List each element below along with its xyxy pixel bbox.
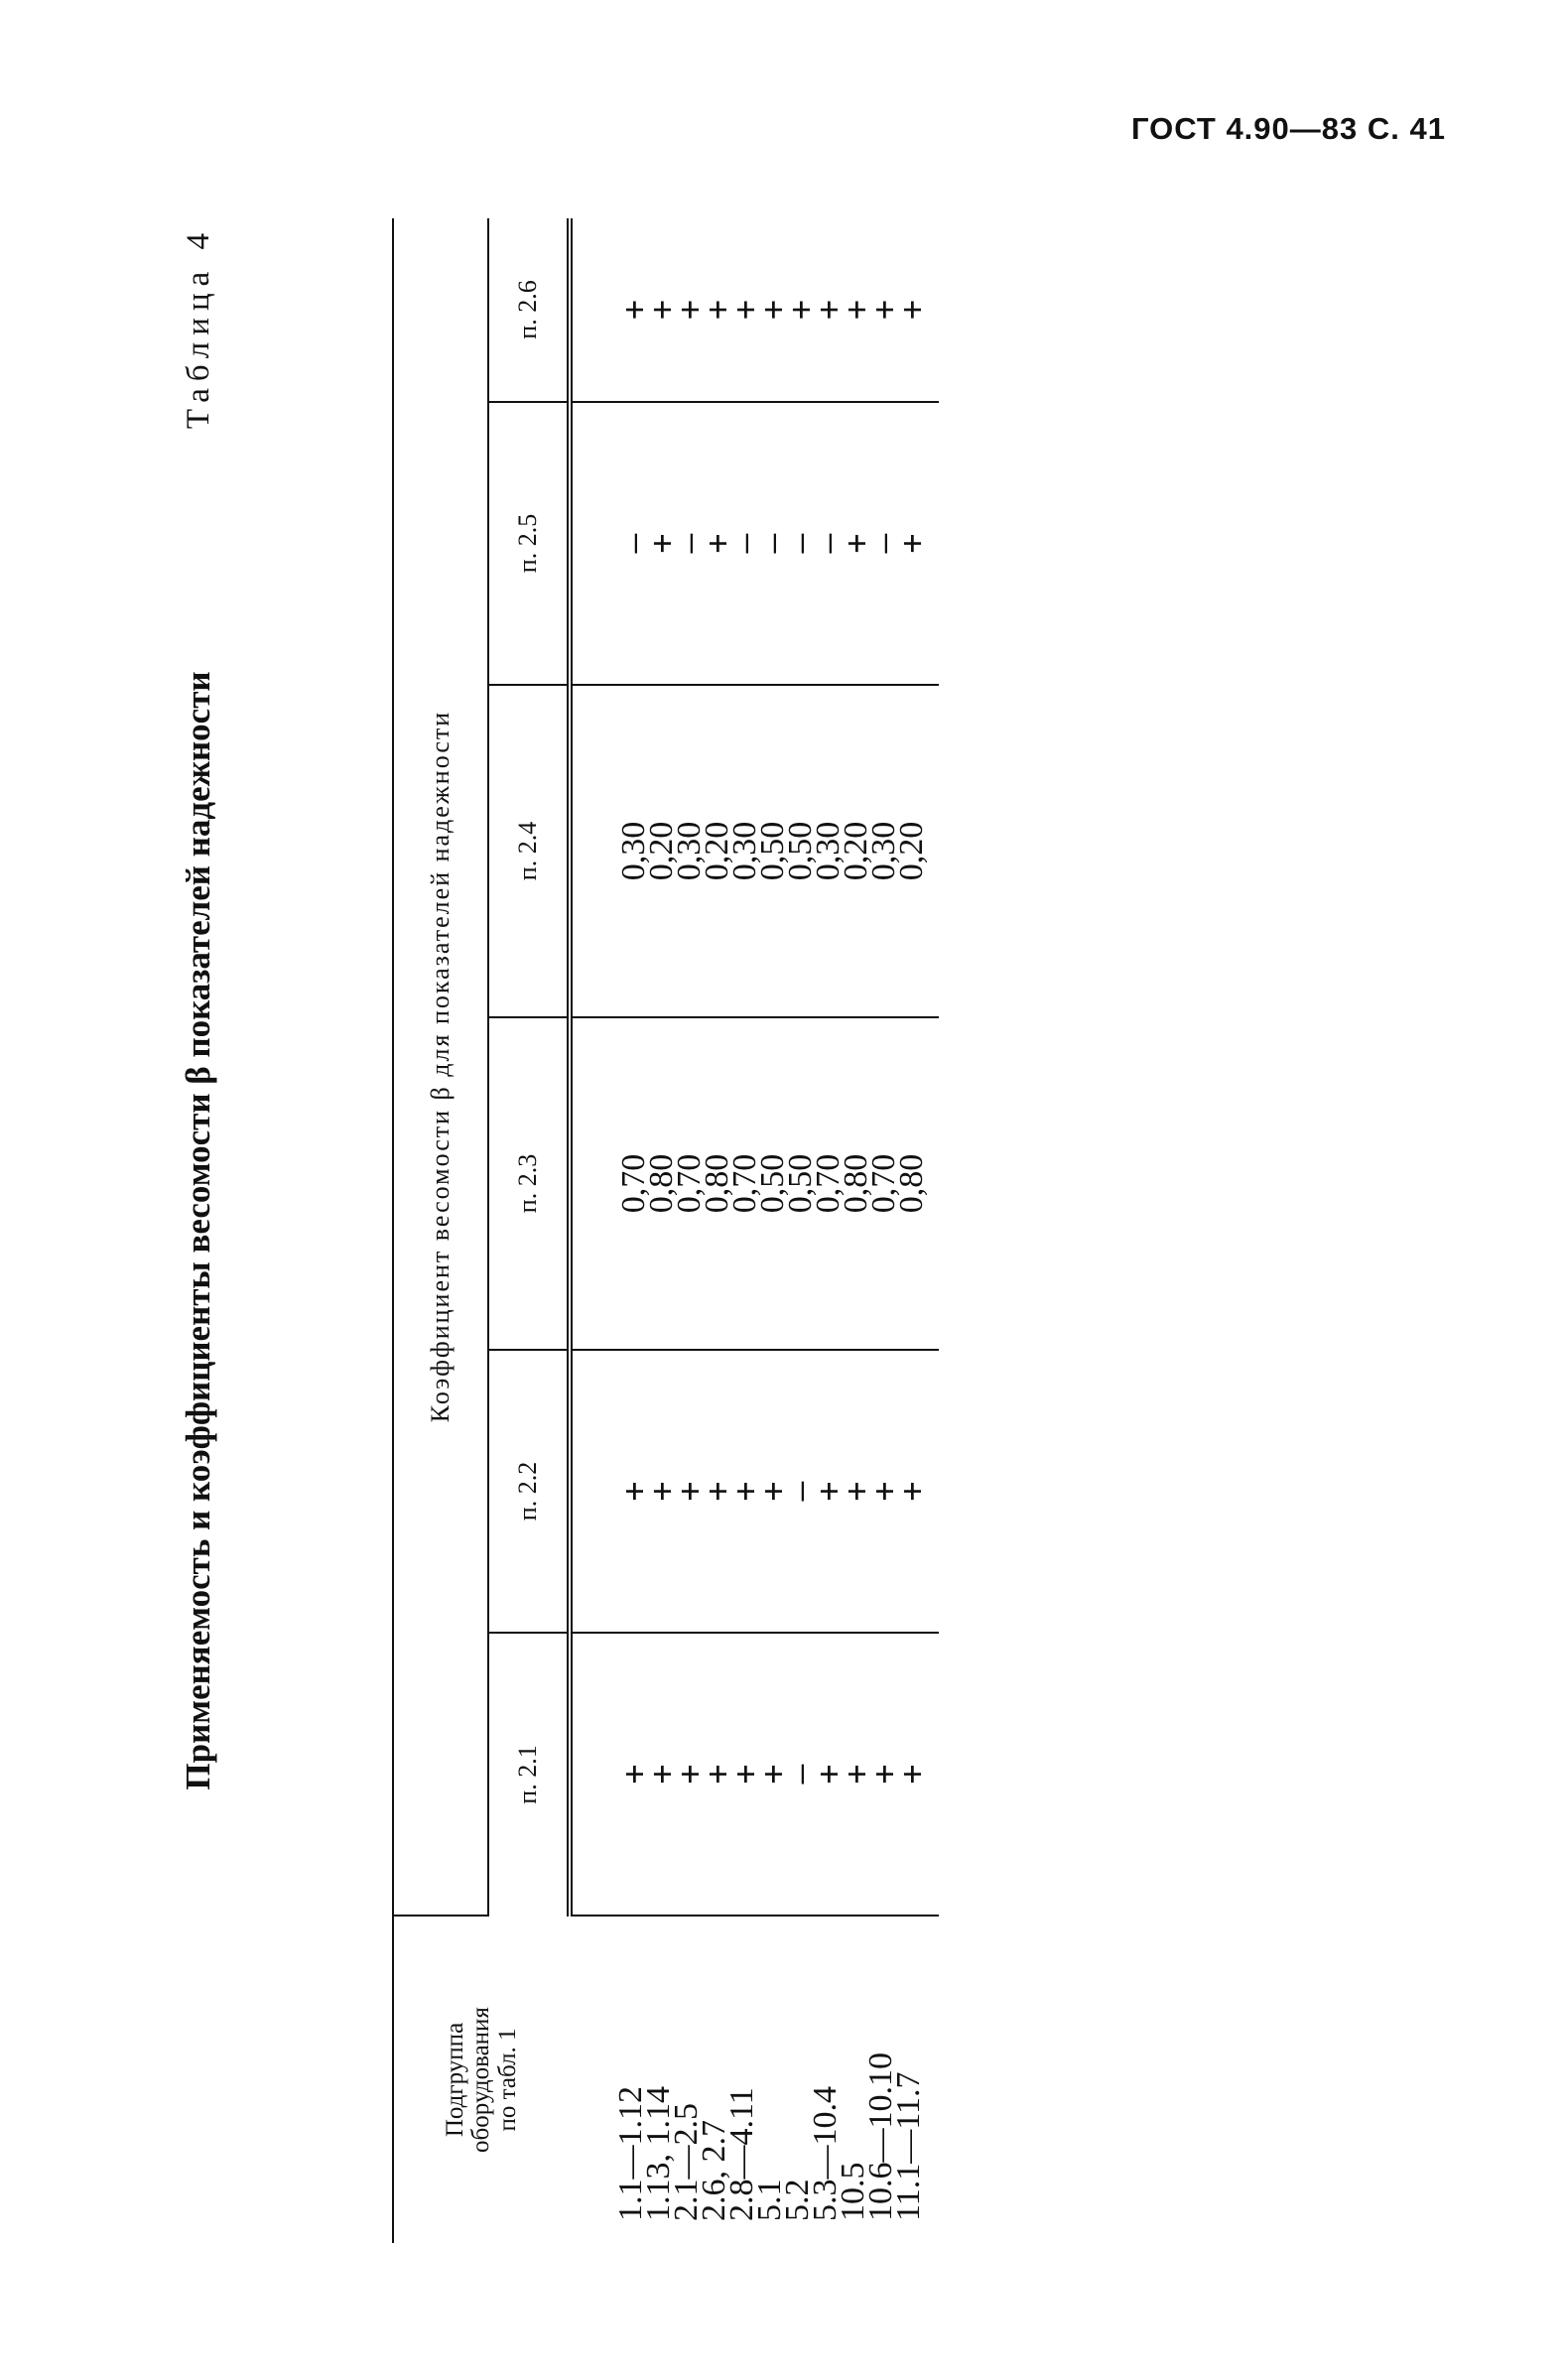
value-cell: +	[670, 1481, 709, 1502]
subgroup-header-line: по табл. 1	[493, 2028, 521, 2132]
column-header-p2-3: п. 2.3	[488, 1017, 570, 1350]
value-cell: +	[614, 1764, 653, 1785]
value-cell: —	[864, 533, 903, 554]
value-cell: +	[837, 533, 875, 554]
value-cell: +	[642, 300, 681, 320]
table-label: Таблица 4	[181, 226, 216, 430]
value-cell: —	[781, 533, 820, 554]
subgroup-header-line: Подгруппа	[442, 2022, 469, 2138]
subgroup-column-header	[393, 1916, 570, 2243]
value-cell: —	[809, 533, 848, 554]
value-cell: +	[753, 1764, 792, 1785]
value-cell: —	[781, 1764, 820, 1785]
value-cell: +	[892, 300, 931, 320]
value-cell: +	[837, 300, 875, 320]
value-cell: +	[642, 1764, 681, 1785]
value-cell: —	[725, 533, 764, 554]
value-cell: 0,50	[754, 1153, 791, 1214]
value-cell: 0,80	[838, 1153, 874, 1214]
subgroup-cell: 2.8—4.11	[723, 2087, 760, 2221]
value-cell: +	[864, 300, 903, 320]
subgroup-cell: 5.2	[779, 2179, 816, 2221]
weight-group-header: Коэффициент весомости β для показателей надежности	[393, 218, 488, 1916]
column-p2-1	[570, 1633, 939, 1916]
subgroup-column	[570, 1916, 939, 2243]
subgroup-cell: 1.1—1.12	[612, 2086, 649, 2221]
value-cell: 0,70	[671, 1153, 708, 1214]
column-p2-2	[570, 1350, 939, 1633]
value-cell: —	[781, 1481, 820, 1502]
value-cell: 0,30	[671, 821, 708, 881]
subgroup-cell: 2.6, 2.7	[696, 2120, 732, 2221]
value-cell: 0,80	[893, 1153, 930, 1214]
value-cell: +	[781, 300, 820, 320]
subgroup-cell: 5.3—10.4	[807, 2086, 844, 2221]
value-cell: 0,80	[699, 1153, 735, 1214]
value-cell: +	[698, 533, 736, 554]
value-cell: +	[670, 1764, 709, 1785]
value-cell: 0,30	[615, 821, 652, 881]
value-cell: +	[837, 1764, 875, 1785]
value-cell: +	[892, 1481, 931, 1502]
value-cell: 0,70	[615, 1153, 652, 1214]
value-cell: 0,80	[643, 1153, 680, 1214]
column-header-p2-1: п. 2.1	[488, 1633, 570, 1916]
value-cell: 0,50	[782, 1153, 819, 1214]
column-p2-3	[570, 1017, 939, 1350]
value-cell: 0,20	[893, 821, 930, 881]
value-cell: +	[725, 300, 764, 320]
value-cell: 0,30	[726, 821, 763, 881]
column-header-p2-2: п. 2.2	[488, 1350, 570, 1633]
value-cell: +	[864, 1481, 903, 1502]
value-cell: +	[698, 1481, 736, 1502]
value-cell: —	[670, 533, 709, 554]
value-cell: +	[753, 300, 792, 320]
value-cell: +	[642, 1481, 681, 1502]
value-cell: +	[642, 533, 681, 554]
value-cell: +	[892, 533, 931, 554]
column-header-p2-4: п. 2.4	[488, 685, 570, 1017]
value-cell: 0,70	[726, 1153, 763, 1214]
value-cell: 0,20	[699, 821, 735, 881]
subgroup-cell: 10.6—10.10	[862, 2052, 899, 2221]
value-cell: +	[753, 1481, 792, 1502]
subgroup-cell: 1.13, 1.14	[640, 2086, 677, 2221]
value-cell: +	[809, 300, 848, 320]
column-p2-5	[570, 402, 939, 685]
value-cell: 0,20	[838, 821, 874, 881]
page-header: ГОСТ 4.90—83 С. 41	[1131, 111, 1446, 146]
value-cell: +	[864, 1764, 903, 1785]
value-cell: +	[614, 1481, 653, 1502]
value-cell: 0,50	[754, 821, 791, 881]
value-cell: +	[698, 300, 736, 320]
value-cell: +	[809, 1481, 848, 1502]
subgroup-cell: 5.1	[751, 2179, 788, 2221]
value-cell: 0,30	[865, 821, 902, 881]
value-cell: +	[725, 1481, 764, 1502]
value-cell: 0,30	[810, 821, 847, 881]
column-header-p2-5: п. 2.5	[488, 402, 570, 685]
value-cell: —	[753, 533, 792, 554]
value-cell: 0,20	[643, 821, 680, 881]
value-cell: 0,70	[810, 1153, 847, 1214]
value-cell: +	[809, 1764, 848, 1785]
table-title: Применяемость и коэффициенты весомости β показателей надежности	[179, 671, 217, 1790]
subgroup-cell: 11.1—11.7	[890, 2071, 927, 2221]
value-cell: +	[614, 300, 653, 320]
column-p2-4	[570, 685, 939, 1017]
value-cell: +	[670, 300, 709, 320]
value-cell: +	[725, 1764, 764, 1785]
value-cell: —	[614, 533, 653, 554]
subgroup-header-line: оборудования	[467, 2007, 495, 2153]
value-cell: +	[837, 1481, 875, 1502]
rotated-table-block	[179, 218, 1439, 2243]
value-cell: 0,50	[782, 821, 819, 881]
subgroup-cell: 10.5	[835, 2162, 871, 2221]
value-cell: +	[892, 1764, 931, 1785]
reliability-table	[392, 218, 939, 2243]
subgroup-cell: 2.1—2.5	[668, 2103, 705, 2221]
column-header-p2-6: п. 2.6	[488, 218, 570, 402]
value-cell: +	[698, 1764, 736, 1785]
value-cell: 0,70	[865, 1153, 902, 1214]
table-body-row	[570, 218, 939, 2243]
column-p2-6	[570, 218, 939, 402]
